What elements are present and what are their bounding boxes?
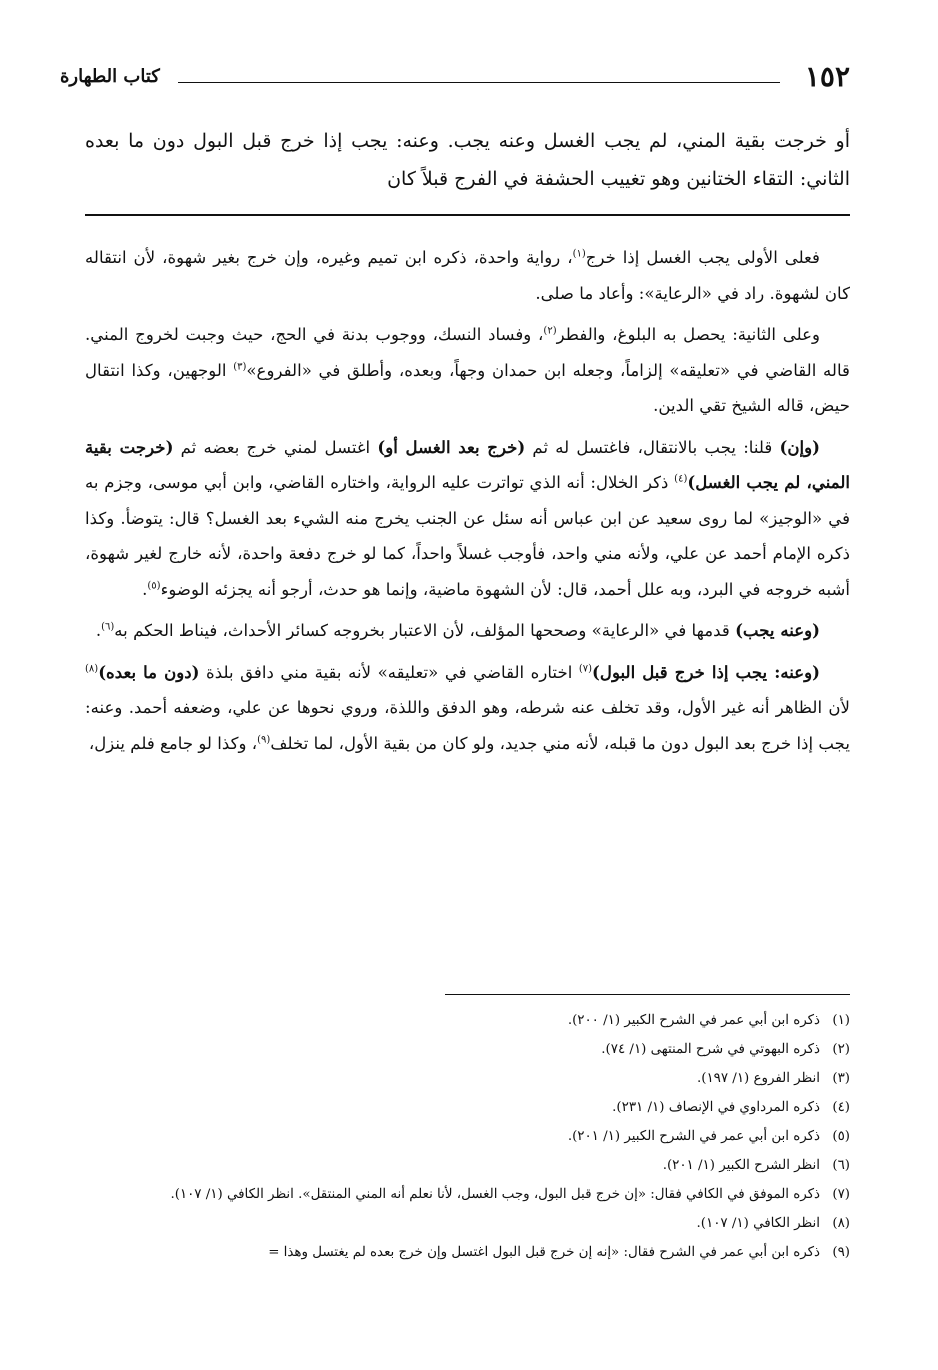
commentary-body xyxy=(85,240,850,767)
matn-divider xyxy=(85,214,850,216)
footnote xyxy=(85,1209,850,1238)
footnote xyxy=(85,1093,850,1122)
footnote-text: ذكره ابن أبي عمر في الشرح الكبير (١/ ٢٠١). xyxy=(567,1129,820,1144)
text-run: وعلى الثانية: يحصل به البلوغ، والفطر xyxy=(556,325,821,344)
footnotes xyxy=(85,1006,850,1267)
text-run: فعلى الأولى يجب الغسل إذا خرج xyxy=(585,248,820,267)
matn-quote: (وعنه يجب) xyxy=(735,620,820,640)
footnote-ref[interactable]: (٤) xyxy=(674,473,688,485)
footnote-text: انظر الكافي (١/ ١٠٧). xyxy=(696,1216,820,1231)
matn-quote: (دون ما بعده) xyxy=(98,661,200,682)
book-title: كتاب الطهارة xyxy=(60,66,160,87)
footnote-text: انظر الفروع (١/ ١٩٧). xyxy=(696,1071,820,1086)
text-run: لأن الظاهر أنه غير الأول، وقد تخلف عنه شرطه، وهو الدفق واللذة، وروي نحوها عن علي، وضعفه أحمد. وعنه: يجب إذا خرج بعد البول دون ما قبله، لأنه مني جديد، ولو كان من بقية الأول، لما تخلف xyxy=(85,698,850,753)
footnote xyxy=(85,1122,850,1151)
text-run: ، رواية واحدة، ذكره ابن تميم وغيره، وإن خرج بغير شهوة، لأن انتقاله كان لشهوة. راد في «الرعاية»: وأعاد ما صلى. xyxy=(85,248,850,303)
text-run: . xyxy=(95,621,102,640)
page-number: ١٥٢ xyxy=(804,60,850,93)
header-rule xyxy=(178,82,780,83)
footnote-number: (٣) xyxy=(832,1071,850,1086)
text-run: اختاره القاضي في «تعليقه» لأنه بقية مني دافق بلذة xyxy=(199,662,579,682)
text-run: قلنا: يجب بالانتقال، فاغتسل له ثم xyxy=(525,437,780,457)
footnote-text: ذكره ابن أبي عمر في الشرح الكبير (١/ ٢٠٠). xyxy=(567,1013,820,1028)
paragraph-3 xyxy=(85,430,850,608)
footnote xyxy=(85,1035,850,1064)
footnote-ref[interactable]: (١) xyxy=(572,248,586,260)
footnote-ref[interactable]: (٦) xyxy=(101,621,115,633)
page-header xyxy=(60,60,850,94)
footnote-text: ذكره المرداوي في الإنصاف (١/ ٢٣١). xyxy=(612,1100,820,1115)
paragraph-1 xyxy=(85,240,850,311)
text-run: ، وكذا لو جامع فلم ينزل، xyxy=(88,733,258,753)
footnote-ref[interactable]: (٣) xyxy=(233,360,247,372)
footnote xyxy=(85,1180,850,1209)
footnote-ref[interactable]: (٢) xyxy=(543,325,557,337)
footnote xyxy=(85,1064,850,1093)
paragraph-2 xyxy=(85,317,850,424)
matn-quote: (وإن) xyxy=(779,436,820,457)
text-run: ، وفساد النسك، ووجوب بدنة في الحج، حيث وجبت لخروج المني. قاله القاضي في «تعليقه» إلزاماً، وجعله ابن حمدان وجهاً، وبعده، وأطلق في «الفروع» xyxy=(85,325,850,380)
footnote-text: ذكره البهوتي في شرح المنتهى (١/ ٧٤). xyxy=(601,1042,820,1057)
footnote-number: (٥) xyxy=(832,1129,850,1144)
matn-text: أو خرجت بقية المني، لم يجب الغسل وعنه يجب. وعنه: يجب إذا خرج قبل البول دون ما بعده الثاني: التقاء الختانين وهو تغييب الحشفة في الفرج قبلاً كان xyxy=(85,130,850,190)
footnote-number: (٩) xyxy=(832,1245,850,1260)
footnote-number: (٤) xyxy=(832,1100,850,1115)
text-run: الوجهين، وكذا انتقال حيض، قاله الشيخ تقي الدين. xyxy=(85,360,850,415)
matn-quote: (خرج بعد الغسل أو) xyxy=(377,436,526,457)
text-run: ذكر الخلال: أنه الذي تواترت عليه الرواية، واختاره القاضي، وابن أبي موسى، وجزم به في «الوجيز» لما روى سعيد عن ابن عباس أنه سئل عن الجنب يخرج منه الشيء بعد الغسل؟ قال: يتوضأ. وكذا ذكره الإمام أحمد عن علي، ولأنه مني واحد، فأوجب غسلاً واحداً، كما لو خرج دفعة واحدة، لأنه خارج لغير شهوة، أشبه خروجه في البرد، وبه علل أحمد، قال: لأن الشهوة ماضية، وإنما هو حدث، أرجو أنه يجزئه الوضوء xyxy=(85,473,850,599)
paragraph-5 xyxy=(85,655,850,762)
footnote-number: (٧) xyxy=(832,1187,850,1202)
footnote xyxy=(85,1151,850,1180)
footnotes-divider xyxy=(445,994,850,995)
text-run: قدمها في «الرعاية» وصححها المؤلف، لأن الاعتبار بخروجه كسائر الأحداث، فيناط الحكم به xyxy=(114,621,736,640)
footnote-ref[interactable]: (٨) xyxy=(85,662,99,674)
matn-quote: (وعنه: يجب إذا خرج قبل البول) xyxy=(592,661,820,682)
text-run: . xyxy=(142,579,148,599)
footnote-number: (٦) xyxy=(832,1158,850,1173)
footnote xyxy=(85,1238,850,1267)
footnote-text: ذكره ابن أبي عمر في الشرح فقال: «إنه إن خرج قبل البول اغتسل وإن خرج بعده لم يغتسل وهذا = xyxy=(268,1245,820,1260)
text-run: اغتسل لمني خرج بعضه ثم xyxy=(173,437,378,457)
footnote-number: (٢) xyxy=(832,1042,850,1057)
footnote-number: (١) xyxy=(832,1013,850,1028)
footnote-text: ذكره الموفق في الكافي فقال: «إن خرج قبل البول، وجب الغسل، لأنا نعلم أنه المني المنتقل». انظر الكافي (١/ ١٠٧). xyxy=(170,1187,820,1202)
footnote-ref[interactable]: (٩) xyxy=(257,733,271,745)
paragraph-4 xyxy=(85,613,850,649)
footnote-number: (٨) xyxy=(832,1216,850,1231)
footnote-text: انظر الشرح الكبير (١/ ٢٠١). xyxy=(662,1158,820,1173)
footnote-ref[interactable]: (٥) xyxy=(147,579,161,591)
footnote xyxy=(85,1006,850,1035)
footnote-ref[interactable]: (٧) xyxy=(578,662,593,674)
matn-quote: (خرجت بقية المني، لم يجب الغسل) xyxy=(85,436,851,492)
